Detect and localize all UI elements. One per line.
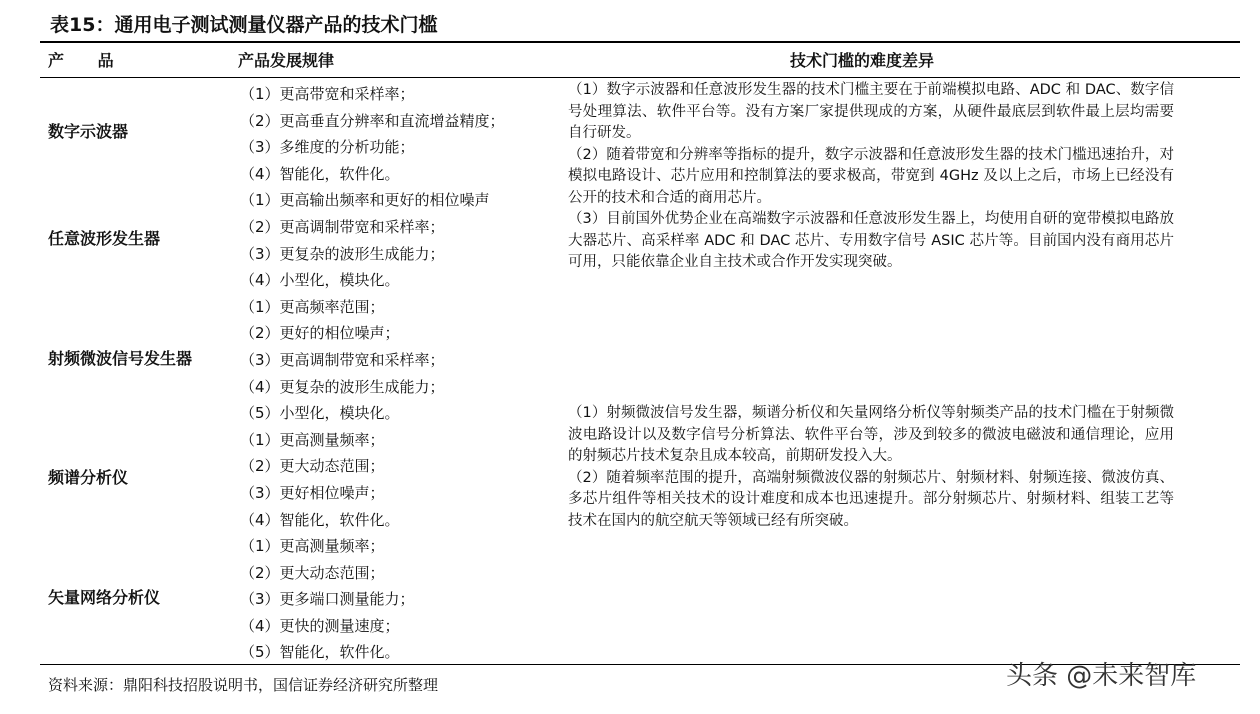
product-spectrum-analyzer: 频谱分析仪: [48, 468, 129, 487]
product-arbitrary-waveform-generator: 任意波形发生器: [48, 229, 161, 248]
product-rf-microwave-signal-generator: 射频微波信号发生器: [48, 349, 193, 368]
difficulty-paragraph: （1）射频微波信号发生器，频谱分析仪和矢量网络分析仪等射频类产品的技术门槛在于射频微波电路设计以及数字信号分析算法、软件平台等，涉及到较多的微波电磁波和通信理论，应用的射频芯片技术复杂且成本较高，前期研发投入大。: [568, 405, 1174, 464]
rule-item: （3）更高调制带宽和采样率；: [240, 350, 445, 369]
difficulty-block-rf-instruments: [568, 403, 1174, 532]
rule-item: （1）更高频率范围；: [240, 297, 385, 316]
header-rules: 产品发展规律: [238, 51, 335, 70]
rule-item: （2）更大动态范围；: [240, 563, 385, 582]
rule-item: （2）更大动态范围；: [240, 457, 385, 476]
source-note: 资料来源：鼎阳科技招股说明书，国信证券经济研究所整理: [48, 676, 439, 694]
rule-item: （3）更复杂的波形生成能力；: [240, 244, 445, 263]
header-difficulty: 技术门槛的难度差异: [790, 51, 935, 70]
header-product: 产 品: [48, 51, 128, 70]
rule-item: （4）更快的测量速度；: [240, 616, 400, 635]
rule-item: （3）更多端口测量能力；: [240, 590, 415, 609]
difficulty-paragraph: （2）随着频率范围的提升，高端射频微波仪器的射频芯片、射频材料、射频连接、微波仿真、多芯片组件等相关技术的设计难度和成本也迅速提升。部分射频芯片、射频材料、组装工艺等技术在国内的航空航天等领域已经有所突破。: [568, 469, 1174, 529]
rule-item: （4）更复杂的波形生成能力；: [240, 377, 445, 396]
rule-item: （4）小型化，模块化。: [240, 271, 400, 290]
rule-item: （4）智能化，软件化。: [240, 510, 400, 529]
rule-item: （5）小型化，模块化。: [240, 404, 400, 423]
header-rule: [40, 77, 1240, 78]
difficulty-paragraph: （1）数字示波器和任意波形发生器的技术门槛主要在于前端模拟电路、ADC 和 DAC、数字信号处理算法、软件平台等。没有方案厂家提供现成的方案，从硬件最底层到软件最上层均需要自行研发。: [568, 82, 1174, 141]
rule-item: （1）更高测量频率；: [240, 430, 385, 449]
rule-item: （3）多维度的分析功能；: [240, 138, 415, 157]
watermark: 头条 @未来智库: [1006, 661, 1197, 691]
rule-item: （2）更好的相位噪声；: [240, 324, 400, 343]
difficulty-block-oscilloscope-awg: [568, 80, 1174, 274]
table-top-rule: [40, 41, 1240, 43]
difficulty-paragraph: （3）目前国外优势企业在高端数字示波器和任意波形发生器上，均使用自研的宽带模拟电路放大器芯片、高采样率 ADC 和 DAC 芯片、专用数字信号 ASIC 芯片等。目前国内没有商用芯片可用，只能依靠企业自主技术或合作开发实现突破。: [568, 211, 1174, 270]
rule-item: （1）更高输出频率和更好的相位噪声: [240, 191, 490, 210]
rule-item: （2）更高调制带宽和采样率；: [240, 217, 445, 236]
development-rules-list: [240, 81, 505, 666]
rule-item: （2）更高垂直分辨率和直流增益精度；: [240, 111, 505, 130]
rule-item: （1）更高测量频率；: [240, 537, 385, 556]
rule-item: （4）智能化，软件化。: [240, 164, 400, 183]
table-title: 表15：通用电子测试测量仪器产品的技术门槛: [50, 14, 438, 36]
rule-item: （5）智能化，软件化。: [240, 643, 400, 662]
product-vector-network-analyzer: 矢量网络分析仪: [48, 588, 161, 607]
rule-item: （3）更好相位噪声；: [240, 483, 385, 502]
product-digital-oscilloscope: 数字示波器: [48, 122, 129, 141]
rule-item: （1）更高带宽和采样率；: [240, 85, 415, 103]
difficulty-paragraph: （2）随着带宽和分辨率等指标的提升，数字示波器和任意波形发生器的技术门槛迅速抬升，对模拟电路设计、芯片应用和控制算法的要求极高，带宽到 4GHz 及以上之后，市场上已经没有公开的技术和合适的商用芯片。: [568, 146, 1174, 206]
